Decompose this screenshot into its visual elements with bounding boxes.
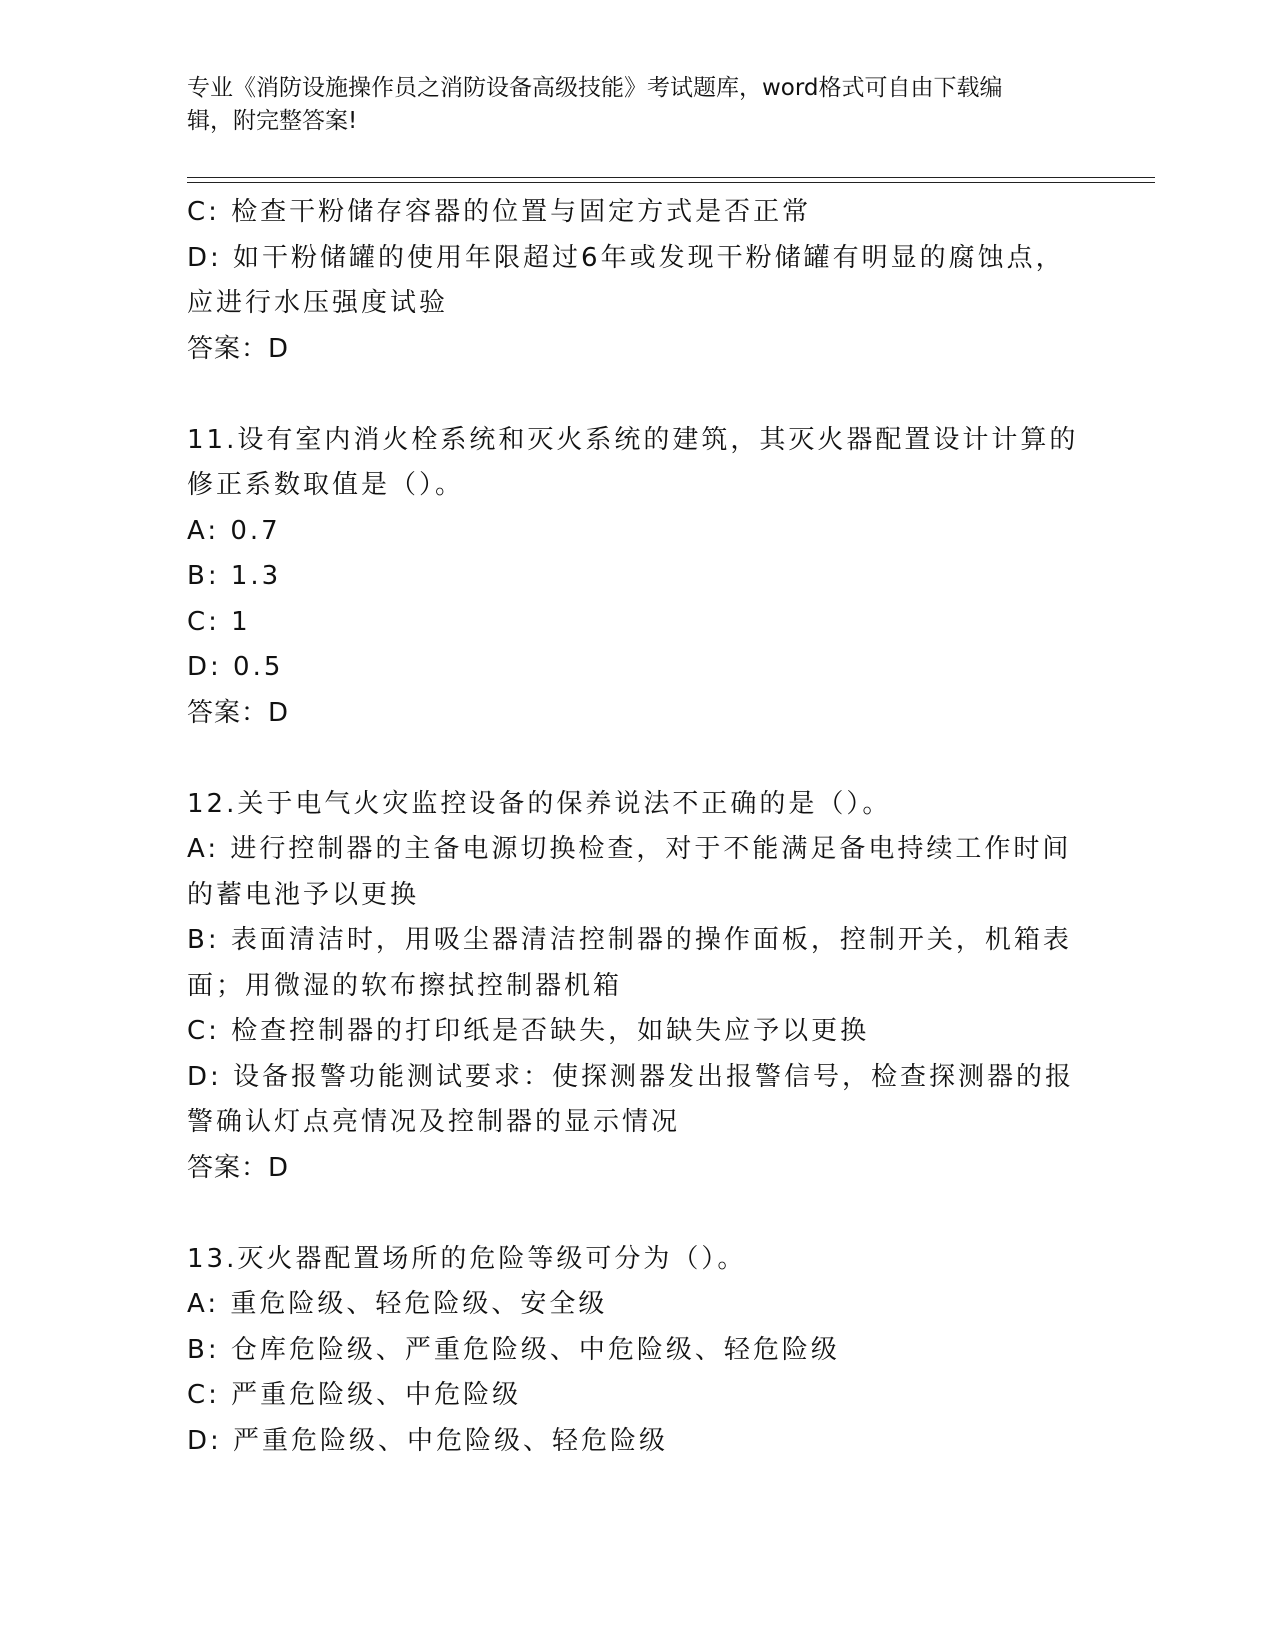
answer: 答案：D [187, 1152, 290, 1183]
question-12 [187, 782, 1087, 1192]
answer: 答案：D [187, 333, 290, 364]
spacer [187, 372, 1087, 418]
question-stem: 12.关于电气火灾监控设备的保养说法不正确的是（）。 [187, 788, 892, 819]
option-b-line-1: B: 表面清洁时，用吸尘器清洁控制器的操作面板，控制开关，机箱表 [187, 925, 1072, 955]
answer: 答案：D [187, 697, 290, 728]
question-list [187, 190, 1087, 1464]
option-c: C: 1 [187, 606, 251, 637]
question-11 [187, 418, 1087, 737]
question-stem-line-2: 修正系数取值是（）。 [187, 470, 465, 500]
option-b: B: 仓库危险级、严重危险级、中危险级、轻危险级 [187, 1334, 840, 1365]
header-line-2: 辑，附完整答案! [187, 108, 358, 134]
option-a-line-1: A: 进行控制器的主备电源切换检查，对于不能满足备电持续工作时间 [187, 834, 1072, 864]
spacer [187, 736, 1087, 782]
option-d: D: 0.5 [187, 652, 284, 682]
question-13 [187, 1237, 1087, 1465]
option-c: C: 严重危险级、中危险级 [187, 1380, 522, 1410]
question-10-tail [187, 190, 1087, 372]
spacer [187, 1191, 1087, 1237]
option-d-line-2: 警确认灯点亮情况及控制器的显示情况 [187, 1107, 681, 1137]
option-b: B: 1.3 [187, 561, 282, 591]
option-d-line-1: D: 如干粉储罐的使用年限超过6年或发现干粉储罐有明显的腐蚀点， [187, 242, 1065, 273]
option-d: D: 严重危险级、中危险级、轻危险级 [187, 1425, 669, 1456]
option-d-line-2: 应进行水压强度试验 [187, 288, 449, 318]
option-a: A: 重危险级、轻危险级、安全级 [187, 1289, 608, 1319]
page-header [187, 72, 1072, 138]
option-c: C: 检查控制器的打印纸是否缺失，如缺失应予以更换 [187, 1016, 870, 1046]
question-stem-line-1: 11.设有室内消火栓系统和灭火系统的建筑，其灭火器配置设计计算的 [187, 424, 1079, 455]
header-divider-top [187, 177, 1155, 178]
option-c: C: 检查干粉储存容器的位置与固定方式是否正常 [187, 197, 812, 227]
option-b-line-2: 面；用微湿的软布擦拭控制器机箱 [187, 970, 623, 1001]
option-d-line-1: D: 设备报警功能测试要求：使探测器发出报警信号，检查探测器的报 [187, 1061, 1075, 1092]
header-line-1: 专业《消防设施操作员之消防设备高级技能》考试题库，word格式可自由下载编 [187, 75, 1003, 101]
option-a-line-2: 的蓄电池予以更换 [187, 879, 420, 910]
option-a: A: 0.7 [187, 515, 281, 546]
header-divider-bottom [187, 182, 1155, 183]
question-stem: 13.灭火器配置场所的危险等级可分为（）。 [187, 1243, 747, 1274]
